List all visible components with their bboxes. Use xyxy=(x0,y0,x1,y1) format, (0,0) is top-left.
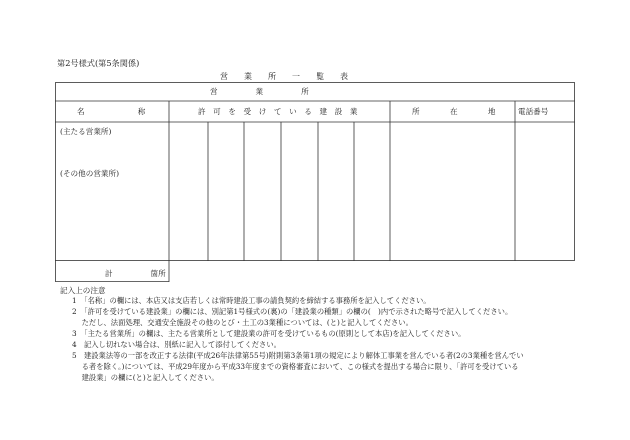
note-item: る者を除く。)については、平成29年度から平成33年度までの資格審査において、この様式を提出する場合に限り、「許可を受けている xyxy=(72,362,519,371)
row-label-other-offices: (その他の営業所) xyxy=(60,169,120,178)
row-label-main-office: (主たる営業所) xyxy=(60,127,112,136)
group-header-business-office: 営 業 所 xyxy=(210,87,309,96)
note-item: 5 建設業法等の一部を改正する法律(平成26年法律第55号)附則第3条第1項の規定により解体工事業を営んでいる者(2の3業種を営んでい xyxy=(72,351,524,360)
note-item: 3 「主たる営業所」の欄は、主たる営業所として建設業の許可を受けているもの(原則として本店)を記入してください。 xyxy=(72,329,466,338)
column-header-permitted-construction: 許 可 を 受 け て い る 建 設 業 xyxy=(198,107,358,116)
note-item: 建設業」の欄に(と)と記入してください。 xyxy=(72,373,219,382)
column-header-phone: 電話番号 xyxy=(518,107,549,116)
note-item: 4 記入し切れない場合は、別紙に記入して添付してください。 xyxy=(72,340,281,349)
footer-total-count: 計 箇所 xyxy=(105,269,166,278)
document-title: 営 業 所 一 覧 表 xyxy=(220,72,348,81)
form-code: 第2号様式(第5条関係) xyxy=(57,58,140,68)
column-header-name: 名 称 xyxy=(77,107,146,116)
note-item: 1 「名称」の欄には、本店又は支店若しくは常時建設工事の請負契約を締結する事務所を記入してください。 xyxy=(72,296,431,305)
notes-title: 記入上の注意 xyxy=(60,286,106,295)
column-header-location: 所 在 地 xyxy=(412,107,496,116)
note-item: 2 「許可を受けている建設業」の欄には、別記第1号様式の(裏)の「建設業の種類」の欄の( )内で示された略号で記入してください。 xyxy=(72,307,513,316)
note-item: ただし、法面処理、交通安全施設その他のとび・土工の3業種については、(と)と記入してください。 xyxy=(72,318,413,327)
